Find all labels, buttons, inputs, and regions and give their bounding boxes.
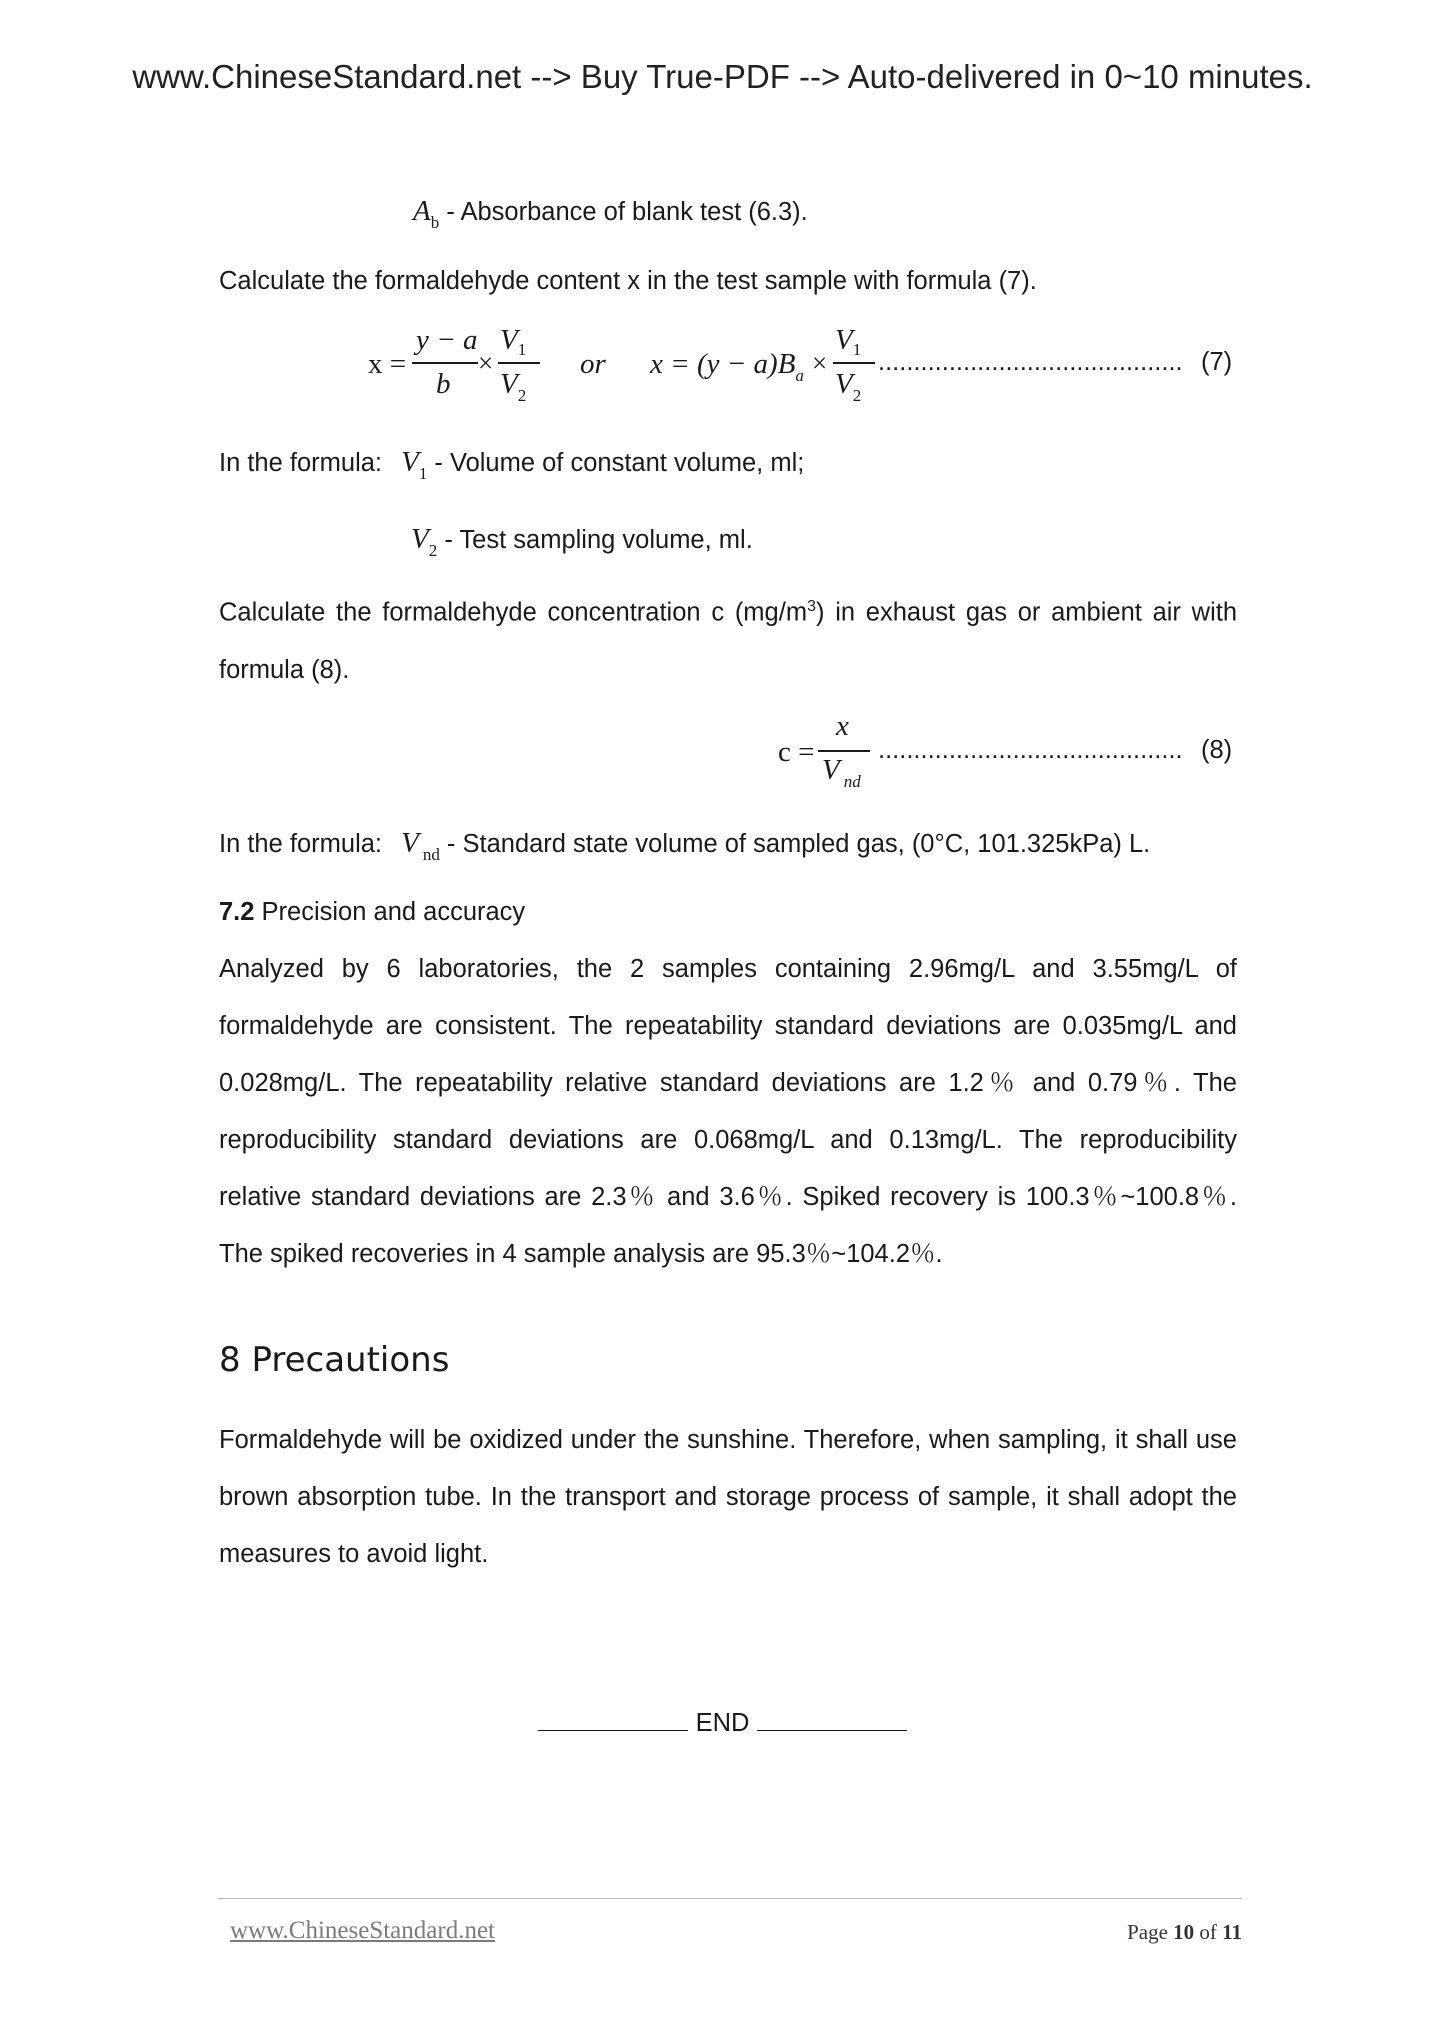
v1-definition — [219, 434, 804, 494]
formula7-fraction-bar-1 — [412, 362, 478, 364]
formula8-lhs: c = — [778, 736, 815, 768]
formula7-den2: $V_2$ — [500, 368, 527, 405]
section-7-2-heading — [219, 884, 525, 941]
vnd-lead: In the formula: — [219, 830, 382, 858]
vnd-subscript: nd — [422, 845, 440, 864]
formula7-alt-lhs: $x = (y - a)B_a$ — [650, 348, 804, 385]
formula7-alt-den: $V_2$ — [835, 368, 862, 405]
footer-page-number: Page 10 of 11 — [1127, 1920, 1242, 1944]
formula7-lhs: x = — [368, 348, 407, 380]
section-8-paragraph: Formaldehyde will be oxidized under the sunshine. Therefore, when sampling, it shall use brown absorption tube. In the transport and storage process of sample, it shall adopt the measures to avoid light. — [219, 1426, 1237, 1568]
end-text: END — [695, 1709, 750, 1737]
formula7-alt-num: $V_1$ — [835, 324, 862, 359]
absorbance-symbol: A — [413, 195, 431, 227]
v2-text: - Test sampling volume, ml. — [444, 526, 753, 554]
formula8-fraction-bar — [818, 750, 870, 752]
v1-symbol: V — [401, 446, 419, 478]
footer-link[interactable]: www.ChineseStandard.net — [230, 1917, 495, 1944]
top-banner[interactable]: www.ChineseStandard.net --> Buy True-PDF --> Auto-delivered in 0~10 minutes. — [132, 58, 1313, 95]
formula8-num: x — [836, 710, 849, 742]
vnd-text: - Standard state volume of sampled gas, (0°C, 101.325kPa) L. — [446, 830, 1151, 858]
section-7-2-title: Precision and accuracy — [261, 898, 526, 926]
formula8-den: V $_{nd}$ — [822, 754, 861, 791]
calc-c-intro: Calculate the formaldehyde concentration c $(mg/m^3)$ in exhaust gas or ambient air with formula (8). — [219, 598, 1237, 684]
end-rule-left — [538, 1730, 688, 1731]
formula7-number: (7) — [1201, 348, 1233, 376]
v2-definition — [411, 511, 753, 571]
formula7-times-1: × — [478, 348, 494, 378]
end-rule-right — [757, 1730, 907, 1731]
v1-lead: In the formula: — [219, 449, 382, 477]
end-marker — [0, 1695, 1445, 1752]
calc-x-intro: Calculate the formaldehyde content x in the test sample with formula (7). — [219, 267, 1037, 295]
formula7-fraction-bar-2 — [498, 362, 540, 364]
v1-subscript: 1 — [418, 464, 428, 483]
formula8-number: (8) — [1201, 736, 1233, 764]
formula7-den1: b — [436, 368, 451, 400]
section-7-2-paragraph: Analyzed by 6 laboratories, the 2 samples containing 2.96mg/L and 3.55mg/L of formaldehyde are consistent. The repeatability standard deviations are 0.035mg/L and 0.028mg/L. The repeatability relative standard deviations are 1.2％ and 0.79％. The reproducibility standard deviations are 0.068mg/L and 0.13mg/L. The reproducibility relative standard deviations are 2.3％ and 3.6％. Spiked recovery is 100.3％~100.8％. The spiked recoveries in 4 sample analysis are 95.3％~104.2％. — [219, 955, 1237, 1268]
absorbance-subscript: b — [430, 213, 440, 232]
absorbance-text: - Absorbance of blank test (6.3). — [446, 198, 808, 226]
formula8-leader: ........................................... — [878, 736, 1183, 764]
blank-absorbance-definition — [413, 183, 808, 243]
v2-subscript: 2 — [428, 541, 438, 560]
footer-rule — [218, 1898, 1242, 1899]
formula7-leader: ........................................... — [878, 348, 1183, 376]
vnd-symbol: V — [401, 827, 419, 859]
formula7-fraction-bar-3 — [833, 362, 875, 364]
vnd-definition — [219, 815, 1150, 875]
v2-symbol: V — [411, 523, 429, 555]
formula7-num2: $V_1$ — [500, 324, 527, 359]
formula7-times-2: × — [812, 348, 828, 378]
formula-8 — [0, 708, 1445, 798]
formula7-or: or — [580, 348, 606, 380]
section-8-heading: 8 Precautions — [219, 1340, 450, 1380]
formula-7 — [0, 320, 1445, 410]
formula7-num1: y − a — [416, 324, 478, 356]
section-7-2-number: 7.2 — [219, 898, 255, 926]
v1-text: - Volume of constant volume, ml; — [434, 449, 805, 477]
